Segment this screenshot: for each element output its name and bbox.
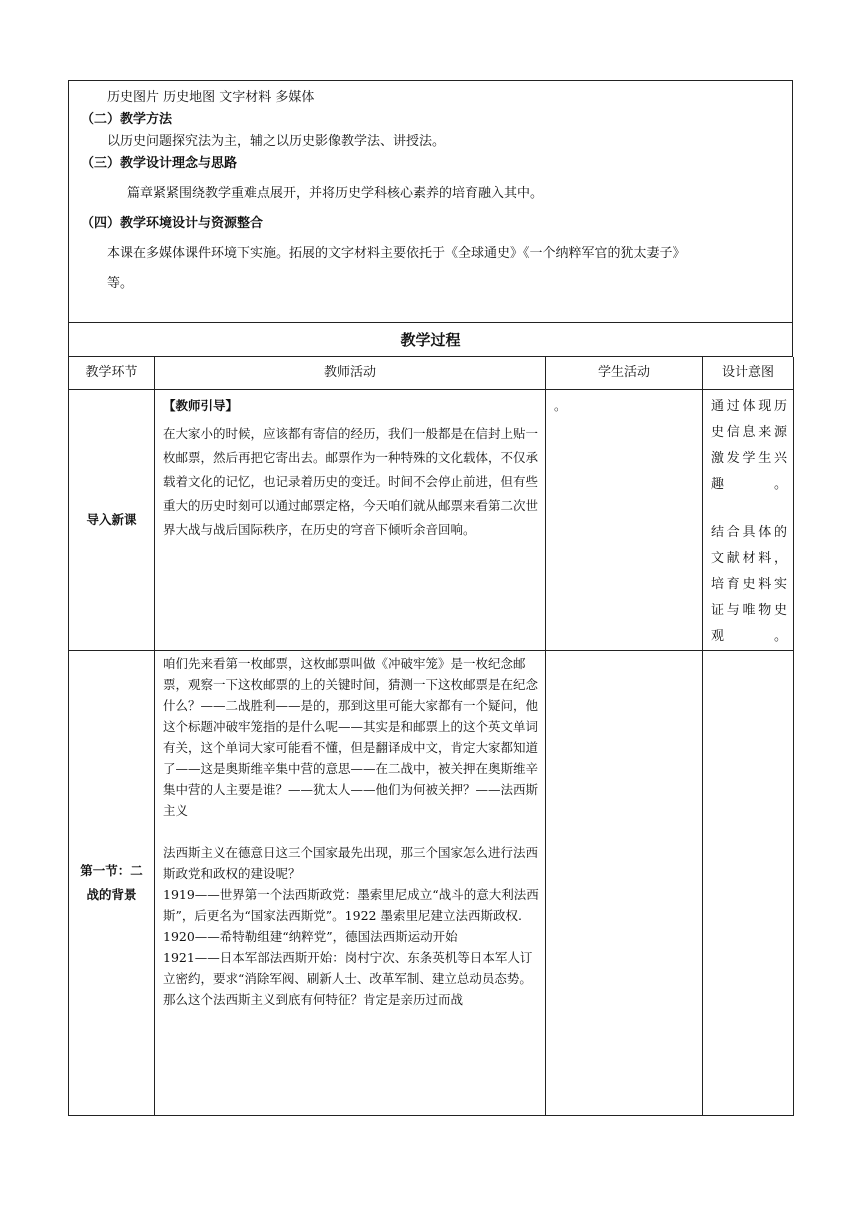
teacher-paragraph: 咱们先来看第一枚邮票，这枚邮票叫做《冲破牢笼》是一枚纪念邮票，观察一下这枚邮票的上的关键时间，猜测一下这枚邮票是在纪念什么？——二战胜利——是的，那到这里可能大家都有一个疑问，他这个标题冲破牢笼指的是什么呢——其实是和邮票上的这个英文单词有关，这个单词大家可能看不懂，但是翻译成中文，肯定大家都知道了——这是奥斯维辛集中营的意思——在二战中，被关押在奥斯维辛集中营的人主要是谁？——犹太人——他们为何被关押？——法西斯主义 — [163, 656, 539, 818]
process-title: 教学过程 — [68, 323, 793, 357]
design-intent-text: 结合具体的文献材料，培育史料实证与唯物史观。 — [711, 525, 787, 644]
table-header-row — [69, 357, 794, 390]
stage-label-line1: 第一节：二 — [80, 863, 143, 878]
design-intent-cell — [703, 651, 794, 1116]
teacher-paragraph: 那么这个法西斯主义到底有何特征？肯定是亲历过而战 — [163, 992, 464, 1007]
lesson-plan-page — [68, 80, 793, 1116]
env-text-line1: 本课在多媒体课件环境下实施。拓展的文字材料主要依托于《全球通史》《一个纳粹军官的犹太妻子》 — [107, 246, 686, 261]
teacher-activity-cell — [155, 651, 546, 1116]
resources-text: 历史图片 历史地图 文字材料 多媒体 — [107, 90, 315, 105]
env-text-line2: 等。 — [107, 276, 134, 291]
concept-heading: （三）教学设计理念与思路 — [81, 156, 238, 171]
teaching-info-section — [68, 80, 793, 323]
teacher-activity-text: 在大家小的时候，应该都有寄信的经历，我们一般都是在信封上贴一枚邮票，然后再把它寄出去。邮票作为一种特殊的文化载体，不仅承载着文化的记忆，也记录着历史的变迁。时间不会停止前进，但有些重大的历史时刻可以通过邮票定格，今天咱们就从邮票来看第二次世界大战与战后国际秩序，在历史的穹音下倾听余音回响。 — [163, 426, 539, 537]
header-student: 学生活动 — [546, 357, 703, 390]
teacher-activity-cell — [155, 390, 546, 651]
teacher-paragraph: 1920——希特勒组建“纳粹党”，德国法西斯运动开始 — [163, 929, 458, 944]
stage-cell — [69, 651, 155, 1116]
methods-text: 以历史问题探究法为主，辅之以历史影像教学法、讲授法。 — [107, 134, 446, 149]
header-stage: 教学环节 — [69, 357, 155, 390]
teacher-guide-label: 【教师引导】 — [163, 398, 239, 413]
table-row — [69, 651, 794, 1116]
teacher-paragraph: 1919——世界第一个法西斯政党：墨索里尼成立“战斗的意大利法西斯”，后更名为“国家法西斯党”。1922 墨索里尼建立法西斯政权. — [163, 887, 539, 923]
concept-text: 篇章紧紧围绕教学重难点展开，并将历史学科核心素养的培育融入其中。 — [127, 186, 544, 201]
header-design: 设计意图 — [703, 357, 794, 390]
stage-cell: 导入新课 — [69, 390, 155, 651]
student-activity-cell — [546, 651, 703, 1116]
design-intent-cell — [703, 390, 794, 651]
header-teacher: 教师活动 — [155, 357, 546, 390]
teacher-paragraph: 法西斯主义在德意日这三个国家最先出现，那三个国家怎么进行法西斯政党和政权的建设呢？ — [163, 845, 539, 881]
env-heading: （四）教学环境设计与资源整合 — [81, 216, 264, 231]
stage-label-line2: 战的背景 — [86, 887, 137, 902]
teacher-paragraph: 1921——日本军部法西斯开始：岗村宁次、东条英机等日本军人订立密约，要求“消除军阀、刷新人士、改革军制、建立总动员态势。 — [163, 950, 533, 986]
process-table — [68, 357, 794, 1116]
table-row — [69, 390, 794, 651]
design-intent-text: 通过体现历史信息来源激发学生兴趣。 — [711, 399, 787, 492]
methods-heading: （二）教学方法 — [81, 112, 173, 127]
student-activity-cell: 。 — [546, 390, 703, 651]
